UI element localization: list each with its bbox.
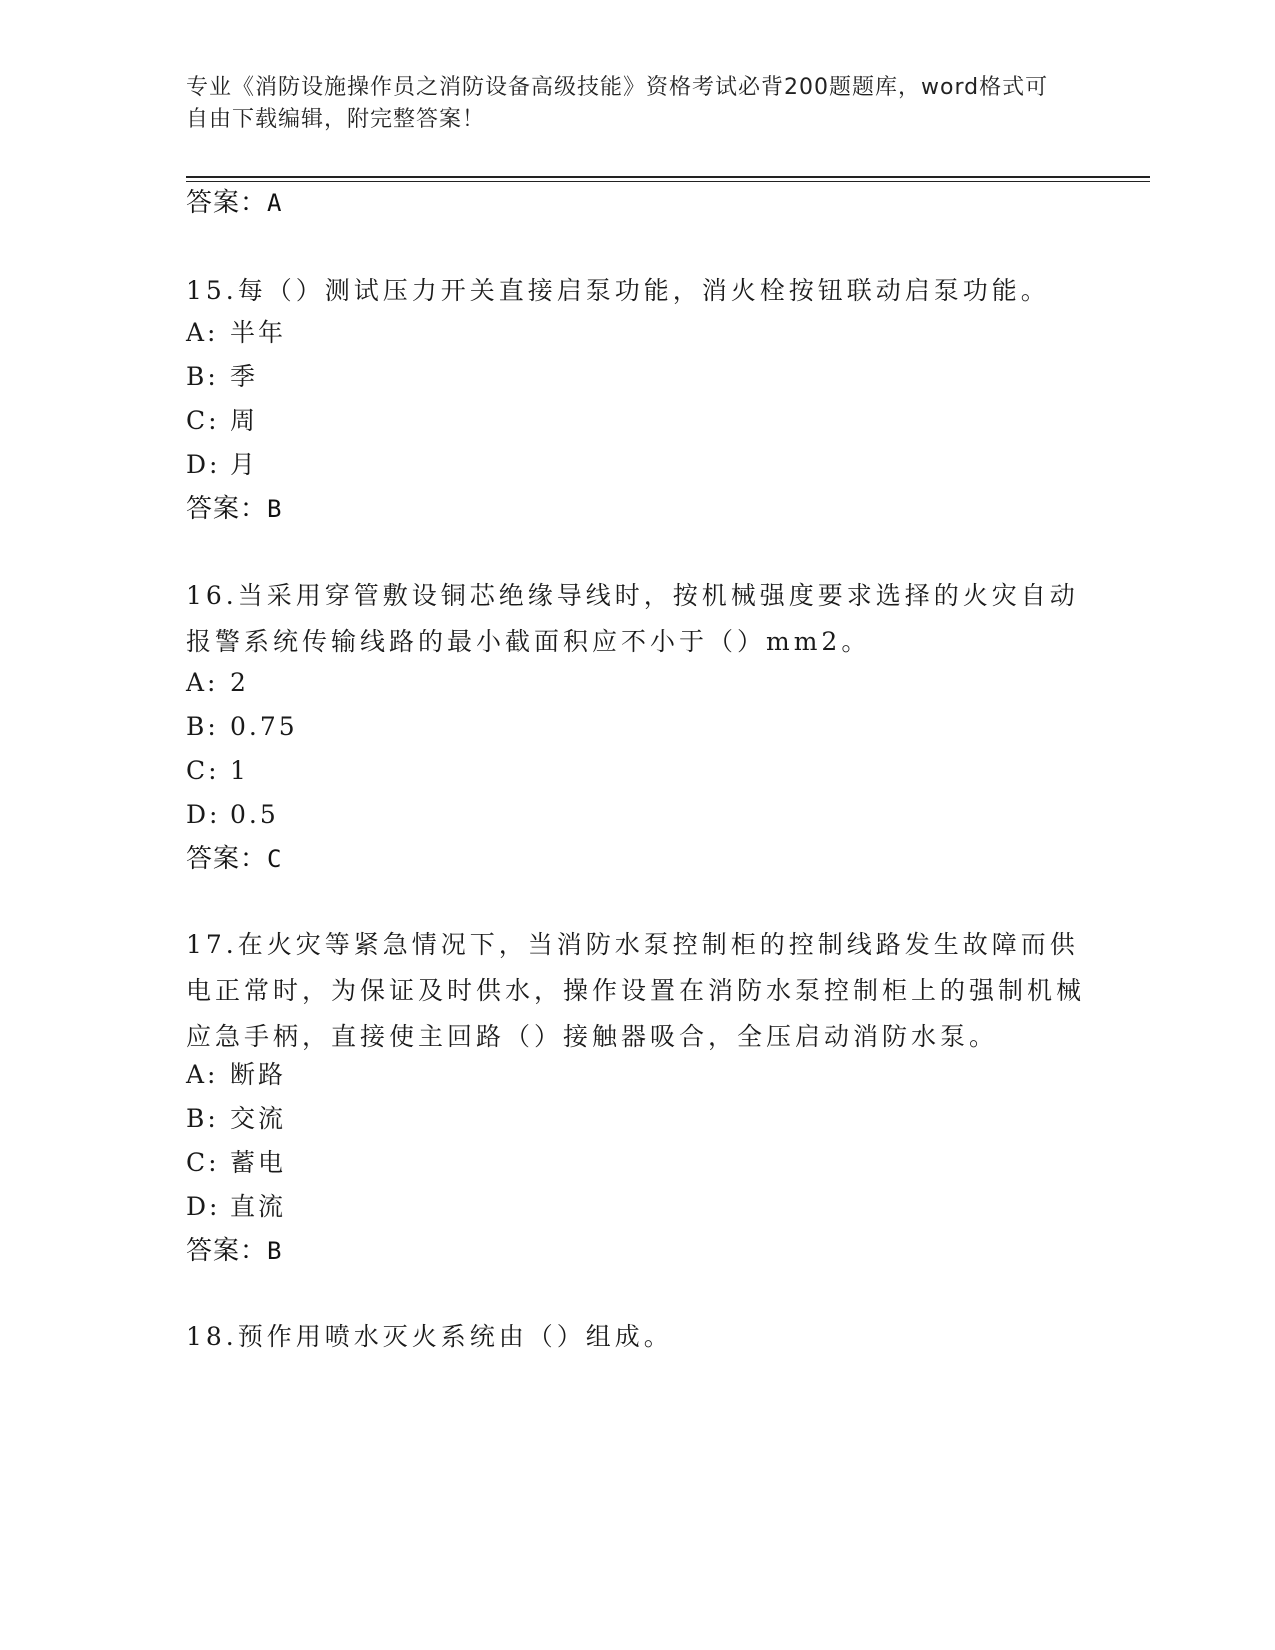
option-text: 0.75 — [230, 712, 298, 741]
question-16-option-a — [186, 668, 249, 698]
answer-label: 答案： — [186, 1236, 268, 1266]
header-divider-thick — [186, 176, 1150, 178]
question-18-text: 18.预作用喷水灭火系统由（）组成。 — [186, 1322, 673, 1351]
option-key: A: — [186, 318, 219, 347]
option-key: B: — [186, 362, 219, 391]
option-text: 月 — [230, 450, 259, 479]
previous-answer — [186, 188, 282, 218]
option-text: 周 — [230, 406, 259, 435]
question-16-option-c — [186, 756, 249, 786]
answer-label: 答案： — [186, 844, 268, 874]
question-15-answer — [186, 494, 282, 524]
option-text: 0.5 — [230, 800, 279, 829]
option-key: A: — [186, 1060, 219, 1089]
answer-label: 答案： — [186, 494, 268, 524]
option-key: D: — [186, 800, 221, 829]
question-15-option-a — [186, 318, 286, 348]
question-17-option-d — [186, 1192, 286, 1222]
option-key: C: — [186, 756, 220, 785]
question-16-text: 16.当采用穿管敷设铜芯绝缘导线时，按机械强度要求选择的火灾自动报警系统传输线路的最小截面积应不小于（）mm2。 — [186, 581, 1079, 656]
question-17-option-a — [186, 1060, 286, 1090]
option-key: C: — [186, 1148, 220, 1177]
option-text: 半年 — [230, 318, 287, 347]
question-17-answer — [186, 1236, 282, 1266]
question-16-option-d — [186, 800, 279, 830]
answer-value: B — [267, 495, 283, 523]
answer-value: B — [267, 1237, 283, 1265]
option-key: D: — [186, 1192, 221, 1221]
option-key: C: — [186, 406, 220, 435]
option-text: 蓄电 — [230, 1148, 287, 1177]
option-text: 季 — [230, 362, 259, 391]
question-16-answer — [186, 844, 282, 874]
option-text: 直流 — [230, 1192, 287, 1221]
option-text: 断路 — [230, 1060, 287, 1089]
question-15-text: 15.每（）测试压力开关直接启泵功能，消火栓按钮联动启泵功能。 — [186, 276, 1050, 305]
option-text: 交流 — [230, 1104, 287, 1133]
question-17-option-b — [186, 1104, 286, 1134]
header-divider-thin — [186, 181, 1150, 182]
question-16-option-b — [186, 712, 298, 742]
answer-value: C — [267, 845, 283, 873]
document-header: 专业《消防设施操作员之消防设备高级技能》资格考试必背200题题库，word格式可自由下载编辑，附完整答案！ — [186, 75, 1049, 132]
option-key: B: — [186, 1104, 219, 1133]
question-17-text: 17.在火灾等紧急情况下，当消防水泵控制柜的控制线路发生故障而供电正常时，为保证及时供水，操作设置在消防水泵控制柜上的强制机械应急手柄，直接使主回路（）接触器吸合，全压启动消防水泵。 — [186, 930, 1086, 1051]
question-15-option-b — [186, 362, 258, 392]
option-text: 1 — [230, 756, 249, 785]
question-15-option-c — [186, 406, 258, 436]
question-17-option-c — [186, 1148, 286, 1178]
option-key: A: — [186, 668, 219, 697]
option-key: B: — [186, 712, 219, 741]
option-text: 2 — [230, 668, 249, 697]
option-key: D: — [186, 450, 221, 479]
question-15-option-d — [186, 450, 258, 480]
answer-label: 答案： — [186, 188, 268, 218]
answer-value: A — [267, 189, 283, 217]
